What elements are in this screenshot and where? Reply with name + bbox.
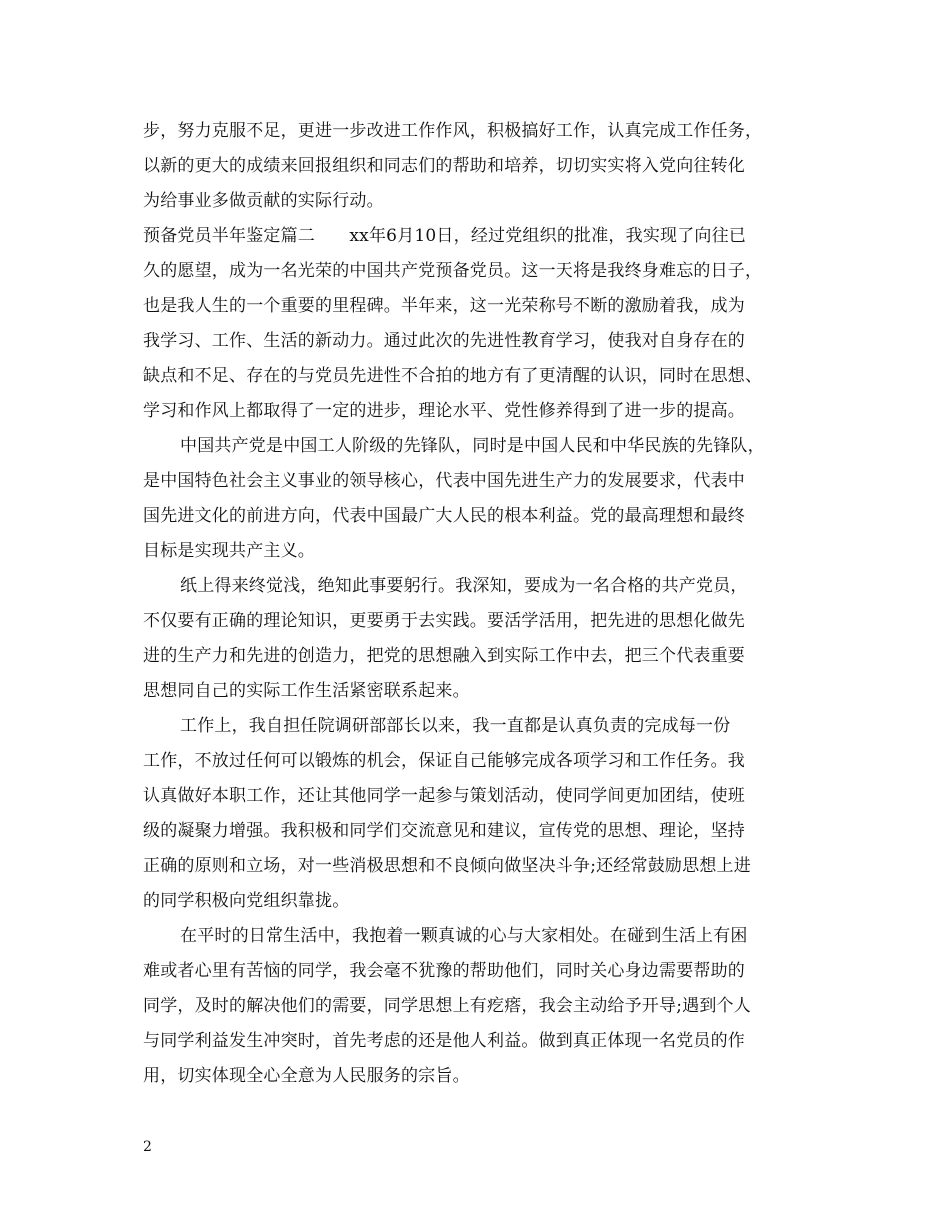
text-line: 用，切实体现全心全意为人民服务的宗旨。 <box>143 1066 470 1086</box>
paragraph-first-line: 中国共产党是中国工人阶级的先锋队，同时是中国人民和中华民族的先锋队， <box>180 436 765 456</box>
text-line: 与同学利益发生冲突时，首先考虑的还是他人利益。做到真正体现一名党员的作 <box>143 1031 745 1051</box>
text-line: 以新的更大的成绩来回报组织和同志们的帮助和培养，切切实实将入党向往转化 <box>143 156 745 176</box>
text-line: 久的愿望，成为一名光荣的中国共产党预备党员。这一天将是我终身难忘的日子， <box>143 261 763 281</box>
text-line: 国先进文化的前进方向，代表中国最广大人民的根本利益。党的最高理想和最终 <box>143 506 745 526</box>
text-line: 步，努力克服不足，更进一步改进工作作风，积极搞好工作，认真完成工作任务， <box>143 121 763 141</box>
text-line: 进的生产力和先进的创造力，把党的思想融入到实际工作中去，把三个代表重要 <box>143 646 745 666</box>
body-text <box>143 114 813 1094</box>
text-line: 为给事业多做贡献的实际行动。 <box>143 191 384 211</box>
text-line: 我学习、工作、生活的新动力。通过此次的先进性教育学习，使我对自身存在的 <box>143 331 745 351</box>
paragraph-first-line: 工作上，我自担任院调研部部长以来，我一直都是认真负责的完成每一份 <box>180 716 731 736</box>
text-line: 学习和作风上都取得了一定的进步，理论水平、党性修养得到了进一步的提高。 <box>143 401 745 421</box>
text-line: 难或者心里有苦恼的同学，我会毫不犹豫的帮助他们，同时关心身边需要帮助的 <box>143 961 745 981</box>
text-line: 目标是实现共产主义。 <box>143 541 315 561</box>
text-line: 正确的原则和立场，对一些消极思想和不良倾向做坚决斗争;还经常鼓励思想上进 <box>143 856 751 876</box>
text-line: 思想同自己的实际工作生活紧密联系起来。 <box>143 681 470 701</box>
text-line: 级的凝聚力增强。我积极和同学们交流意见和建议，宣传党的思想、理论，坚持 <box>143 821 745 841</box>
section-heading-line: 预备党员半年鉴定篇二 xx年6月10日，经过党组织的批准，我实现了向往已 <box>143 226 747 246</box>
text-line: 的同学积极向党组织靠拢。 <box>143 891 350 911</box>
text-line: 也是我人生的一个重要的里程碑。半年来，这一光荣称号不断的激励着我，成为 <box>143 296 745 316</box>
text-line: 工作，不放过任何可以锻炼的机会，保证自己能够完成各项学习和工作任务。我 <box>143 751 745 771</box>
paragraph-first-line: 纸上得来终觉浅，绝知此事要躬行。我深知，要成为一名合格的共产党员， <box>180 576 748 596</box>
text-line: 同学，及时的解决他们的需要，同学思想上有疙瘩，我会主动给予开导;遇到个人 <box>143 996 751 1016</box>
text-line: 是中国特色社会主义事业的领导核心，代表中国先进生产力的发展要求，代表中 <box>143 471 745 491</box>
text-line: 不仅要有正确的理论知识，更要勇于去实践。要活学活用，把先进的思想化做先 <box>143 611 745 631</box>
text-line: 缺点和不足、存在的与党员先进性不合拍的地方有了更清醒的认识，同时在思想、 <box>143 366 763 386</box>
paragraph-first-line: 在平时的日常生活中，我抱着一颗真诚的心与大家相处。在碰到生活上有困 <box>180 926 748 946</box>
page-number: 2 <box>143 1139 152 1155</box>
text-line: 认真做好本职工作，还让其他同学一起参与策划活动，使同学间更加团结，使班 <box>143 786 745 806</box>
